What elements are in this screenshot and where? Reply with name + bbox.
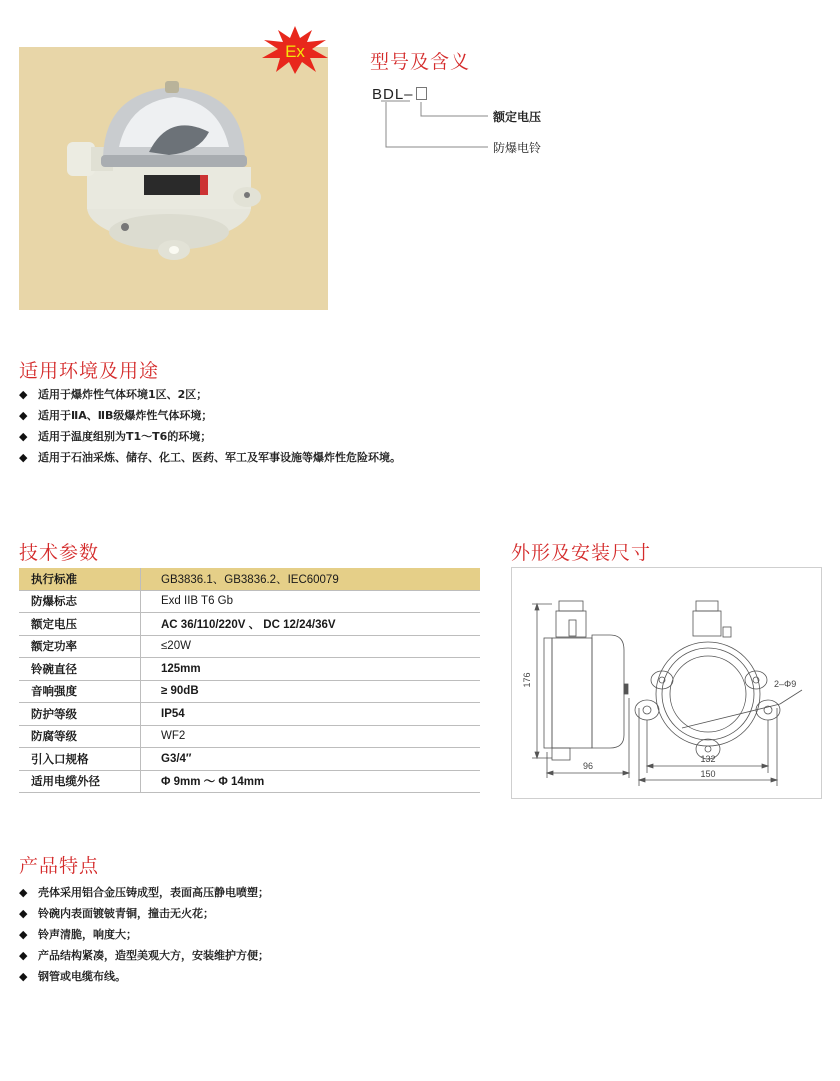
table-row: 铃碗直径 125mm bbox=[19, 658, 480, 681]
diamond-bullet-icon: ◆ bbox=[19, 451, 28, 464]
model-label-rated-voltage: 额定电压 bbox=[493, 110, 542, 124]
svg-text:150: 150 bbox=[700, 769, 716, 779]
environment-list bbox=[19, 384, 401, 468]
list-item: ◆ 适用于ⅡA、ⅡB级爆炸性气体环境； bbox=[19, 405, 401, 426]
diamond-bullet-icon: ◆ bbox=[19, 970, 28, 983]
table-row: 适用电缆外径 Φ 9mm ～ Φ 14mm bbox=[19, 770, 480, 793]
diamond-bullet-icon: ◆ bbox=[19, 886, 28, 899]
list-item: ◆ 适用于温度组别为T1～T6的环境； bbox=[19, 426, 401, 447]
model-code: BDL– bbox=[372, 86, 414, 103]
list-item: ◆ 适用于石油采炼、储存、化工、医药、军工及军事设施等爆炸性危险环境。 bbox=[19, 447, 401, 468]
specs-title: 技术参数 bbox=[19, 542, 100, 564]
model-placeholder-box bbox=[416, 87, 427, 100]
electric-bell-illustration bbox=[19, 47, 328, 310]
spec-table bbox=[19, 568, 480, 793]
model-leader-lines bbox=[380, 100, 500, 155]
dimension-drawing-svg bbox=[512, 568, 821, 798]
list-item: ◆ 壳体采用铝合金压铸成型，表面高压静电喷塑； bbox=[19, 882, 269, 903]
table-row: 音响强度 ≥ 90dB bbox=[19, 680, 480, 703]
table-row: 防护等级 IP54 bbox=[19, 703, 480, 726]
dimension-drawing bbox=[511, 567, 822, 799]
diamond-bullet-icon: ◆ bbox=[19, 907, 28, 920]
list-item: ◆ 铃碗内表面镀铍青铜，撞击无火花； bbox=[19, 903, 269, 924]
list-item: ◆ 适用于爆炸性气体环境1区、2区； bbox=[19, 384, 401, 405]
list-item: ◆ 产品结构紧凑，造型美观大方，安装维护方便； bbox=[19, 945, 269, 966]
diamond-bullet-icon: ◆ bbox=[19, 928, 28, 941]
svg-text:2–Φ9: 2–Φ9 bbox=[774, 679, 797, 689]
explosion-star-icon bbox=[262, 26, 328, 74]
table-row: 额定电压 AC 36/110/220V 、 DC 12/24/36V bbox=[19, 613, 480, 636]
svg-text:176: 176 bbox=[522, 672, 532, 688]
diamond-bullet-icon: ◆ bbox=[19, 409, 28, 422]
table-row: 防爆标志 Exd IIB T6 Gb bbox=[19, 590, 480, 613]
features-title: 产品特点 bbox=[19, 855, 100, 877]
table-row: 执行标准 GB3836.1、GB3836.2、IEC60079 bbox=[19, 568, 480, 590]
svg-text:Ex: Ex bbox=[285, 42, 305, 61]
features-list bbox=[19, 882, 269, 987]
model-label-explosion-proof-bell: 防爆电铃 bbox=[493, 141, 542, 155]
table-row: 引入口规格 G3/4″ bbox=[19, 748, 480, 771]
diamond-bullet-icon: ◆ bbox=[19, 388, 28, 401]
environment-title: 适用环境及用途 bbox=[19, 360, 160, 382]
product-photo bbox=[19, 47, 328, 310]
list-item: ◆ 铃声清脆，响度大； bbox=[19, 924, 269, 945]
ex-badge bbox=[262, 26, 328, 74]
svg-text:96: 96 bbox=[582, 761, 594, 771]
table-row: 防腐等级 WF2 bbox=[19, 725, 480, 748]
diamond-bullet-icon: ◆ bbox=[19, 949, 28, 962]
table-row: 额定功率 ≤20W bbox=[19, 635, 480, 658]
diamond-bullet-icon: ◆ bbox=[19, 430, 28, 443]
svg-text:132: 132 bbox=[700, 754, 716, 764]
list-item: ◆ 钢管或电缆布线。 bbox=[19, 966, 269, 987]
model-meaning-title: 型号及含义 bbox=[370, 51, 471, 73]
dimensions-title: 外形及安装尺寸 bbox=[511, 542, 652, 564]
